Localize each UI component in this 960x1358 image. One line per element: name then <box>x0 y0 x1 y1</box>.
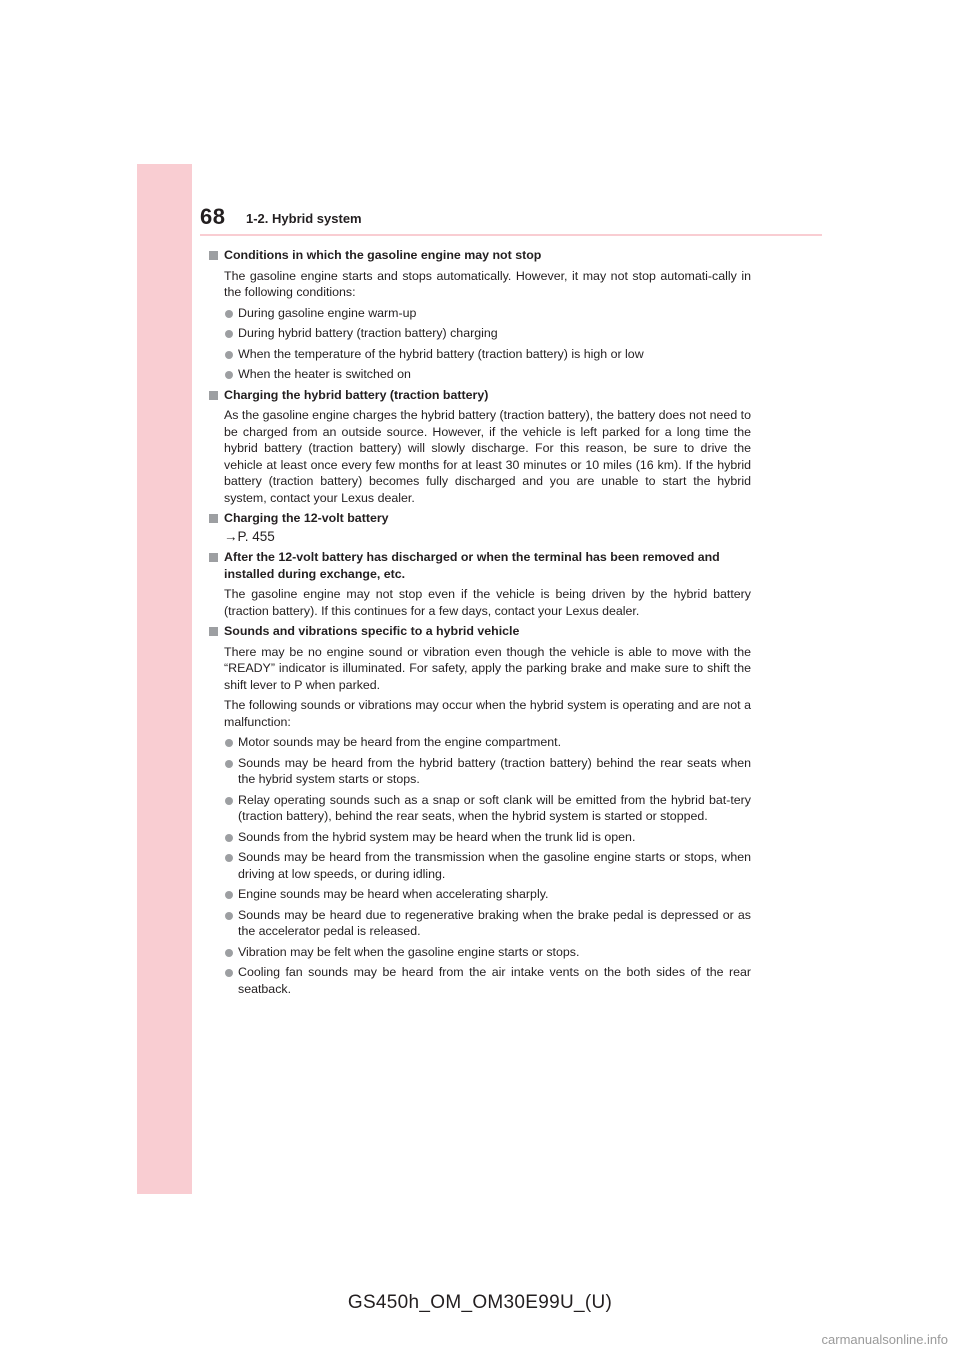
list-item: When the temperature of the hybrid battery (traction battery) is high or low <box>209 346 751 363</box>
circle-bullet-icon <box>225 310 233 318</box>
section-sounds-vibrations <box>209 623 751 997</box>
paragraph: The gasoline engine may not stop even if the vehicle is being driven by the hybrid battery (traction battery). If this continues for a few days, contact your Lexus dealer. <box>224 587 751 618</box>
list-item: Engine sounds may be heard when accelerating sharply. <box>209 886 751 903</box>
list-item: Cooling fan sounds may be heard from the air intake vents on the both sides of the rear seatback. <box>209 964 751 997</box>
circle-bullet-icon <box>225 854 233 862</box>
circle-bullet-icon <box>225 891 233 899</box>
section-charging-12v-battery <box>209 510 751 545</box>
paragraph: As the gasoline engine charges the hybrid battery (traction battery), the battery does not need to be charged from an outside source. However, if the vehicle is left parked for a long time the hybrid battery (traction battery) will slowly discharge. For this reason, be sure to drive the vehicle at least once every few months for at least 30 minutes or 10 miles (16 km). If the hybrid battery (traction battery) becomes fully discharged and you are unable to start the hybrid system, contact your Lexus dealer. <box>224 408 751 505</box>
circle-bullet-icon <box>225 969 233 977</box>
section-title: 1-2. Hybrid system <box>246 211 362 226</box>
section-heading: Sounds and vibrations specific to a hybrid vehicle <box>209 623 751 640</box>
page-content <box>209 243 751 997</box>
section-engine-not-stop <box>209 247 751 383</box>
list-item: When the heater is switched on <box>209 366 751 383</box>
list-item: Sounds from the hybrid system may be heard when the trunk lid is open. <box>209 829 751 846</box>
list-item: Motor sounds may be heard from the engine compartment. <box>209 734 751 751</box>
circle-bullet-icon <box>225 371 233 379</box>
list-item: During hybrid battery (traction battery) charging <box>209 325 751 342</box>
circle-bullet-icon <box>225 351 233 359</box>
circle-bullet-icon <box>225 912 233 920</box>
circle-bullet-icon <box>225 834 233 842</box>
page-reference-link[interactable]: →P. 455 <box>224 528 275 544</box>
list-item: Vibration may be felt when the gasoline engine starts or stops. <box>209 944 751 961</box>
square-bullet-icon <box>209 553 218 562</box>
paragraph: The following sounds or vibrations may occur when the hybrid system is operating and are not a malfunction: <box>224 698 751 729</box>
square-bullet-icon <box>209 627 218 636</box>
list-item: Sounds may be heard from the transmission when the gasoline engine starts or stops, when driving at low speeds, or during idling. <box>209 849 751 882</box>
page-header <box>200 204 822 236</box>
watermark: carmanualsonline.info <box>821 1332 948 1347</box>
list-item: During gasoline engine warm-up <box>209 305 751 322</box>
section-heading: After the 12-volt battery has discharged or when the terminal has been removed and installed during exchange, etc. <box>209 549 751 582</box>
list-item: Sounds may be heard due to regenerative braking when the brake pedal is depressed or as the accelerator pedal is released. <box>209 907 751 940</box>
section-12v-discharged <box>209 549 751 619</box>
section-heading: Conditions in which the gasoline engine may not stop <box>209 247 751 264</box>
circle-bullet-icon <box>225 797 233 805</box>
list-item: Relay operating sounds such as a snap or soft clank will be emitted from the hybrid bat-tery (traction battery), behind the rear seats, when the hybrid system is started or stopped. <box>209 792 751 825</box>
list-item: Sounds may be heard from the hybrid battery (traction battery) behind the rear seats when the hybrid system starts or stops. <box>209 755 751 788</box>
circle-bullet-icon <box>225 760 233 768</box>
page-number: 68 <box>200 204 226 229</box>
circle-bullet-icon <box>225 949 233 957</box>
document-id: GS450h_OM_OM30E99U_(U) <box>347 1292 613 1313</box>
paragraph: There may be no engine sound or vibration even though the vehicle is able to move with the “READY” indicator is illuminated. For safety, apply the parking brake and make sure to shift the shift lever to P when parked. <box>224 644 751 692</box>
section-heading: Charging the hybrid battery (traction battery) <box>209 387 751 404</box>
section-color-bar <box>137 164 192 1194</box>
circle-bullet-icon <box>225 330 233 338</box>
square-bullet-icon <box>209 391 218 400</box>
square-bullet-icon <box>209 514 218 523</box>
section-heading: Charging the 12-volt battery <box>209 510 751 527</box>
paragraph: The gasoline engine starts and stops automatically. However, it may not stop automati-cally in the following conditions: <box>224 268 751 299</box>
section-charging-hybrid-battery <box>209 387 751 507</box>
circle-bullet-icon <box>225 739 233 747</box>
square-bullet-icon <box>209 251 218 260</box>
